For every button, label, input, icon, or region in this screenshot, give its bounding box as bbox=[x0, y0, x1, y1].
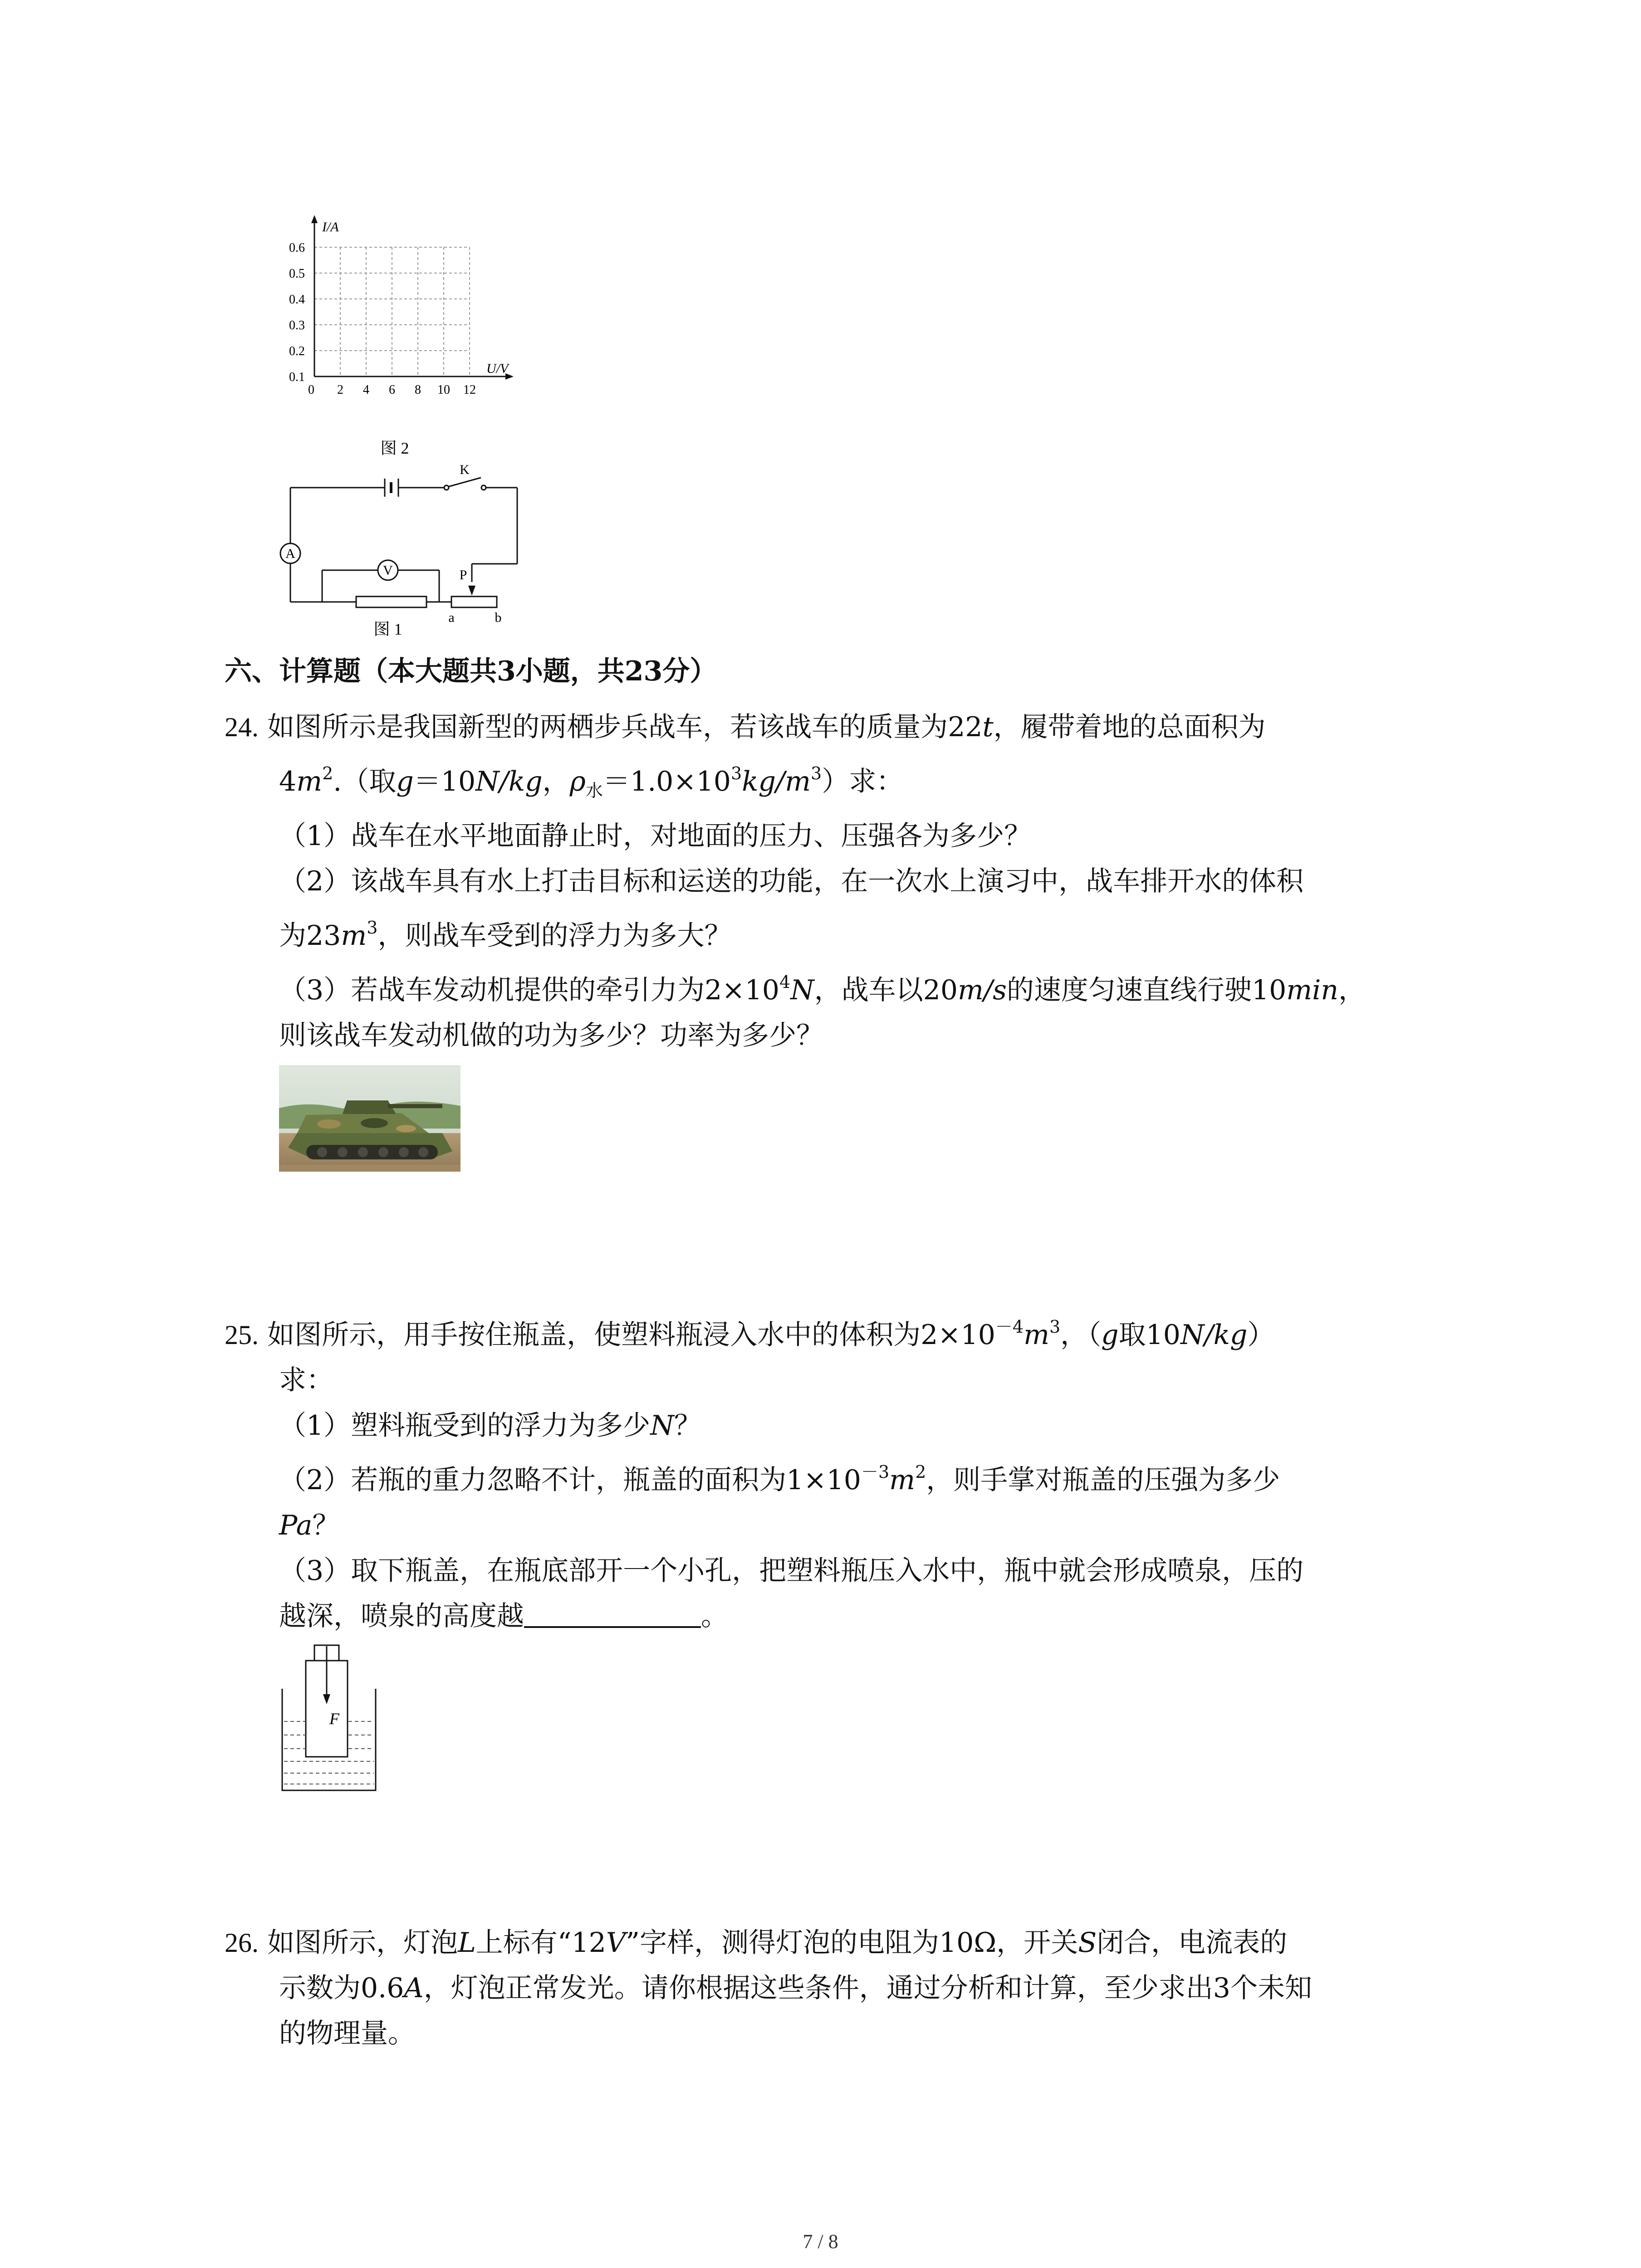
q26-line-1: 26. 如图所示，灯泡L上标有“12V”字样，测得灯泡的电阻为10Ω，开关S闭合，电流表的 bbox=[225, 1927, 1288, 1959]
q26-line-2: 示数为0.6A，灯泡正常发光。请你根据这些条件，通过分析和计算，至少求出3个未知 bbox=[279, 1972, 1312, 2004]
q25-line-2: 求： bbox=[279, 1364, 333, 1396]
y-tick-label: 0.5 bbox=[289, 267, 305, 281]
x-tick-label: 8 bbox=[415, 383, 421, 397]
amphibious-tank-photo bbox=[279, 1065, 460, 1172]
x-tick-label: 4 bbox=[363, 383, 369, 397]
question-number: 25. bbox=[225, 1320, 259, 1350]
q24-part-3-line-1: （3）若战车发动机提供的牵引力为$2\times 10^4N$，战车以20m/s的速度匀速直线行驶10min， bbox=[279, 972, 1366, 1006]
q25-part-2-line-2: Pa？ bbox=[279, 1510, 340, 1541]
q24-line-2: $4m^2$.（取g＝10N/kg，$\rho_水=1.0\times 10^3kg/m^3$）求： bbox=[279, 763, 904, 801]
question-number: 26. bbox=[225, 1928, 259, 1958]
figure-1-circuit bbox=[272, 460, 535, 642]
q25-part-3-line-1: （3）取下瓶盖，在瓶底部开一个小孔，把塑料瓶压入水中，瓶中就会形成喷泉，压的 bbox=[279, 1555, 1304, 1587]
q24-part-2-line-2: 为$23m^3$，则战车受到的浮力为多大？ bbox=[279, 918, 732, 952]
figure-1-caption: 图 1 bbox=[373, 620, 402, 638]
y-tick-label: 0.3 bbox=[289, 318, 305, 332]
x-tick-label: 10 bbox=[437, 383, 450, 397]
x-tick-label: 6 bbox=[389, 383, 395, 397]
slider-label: P bbox=[459, 567, 467, 582]
q24-line-1: 24. 如图所示是我国新型的两栖步兵战车，若该战车的质量为22t，履带着地的总面积为 bbox=[225, 711, 1266, 743]
q25-part-2-line-1: （2）若瓶的重力忽略不计，瓶盖的面积为$1\times 10^{-3}m^2$，则手掌对瓶盖的压强为多少 bbox=[279, 1462, 1280, 1496]
rheostat-end-a: a bbox=[448, 610, 455, 625]
q24-part-2-line-1: （2）该战车具有水上打击目标和运送的功能，在一次水上演习中，战车排开水的体积 bbox=[279, 865, 1304, 897]
q25-line-1: 25. 如图所示，用手按住瓶盖，使塑料瓶浸入水中的体积为$2\times 10^{-4}m^3$，（g取10N/kg） bbox=[225, 1317, 1275, 1351]
q25-part-1: （1）塑料瓶受到的浮力为多少N？ bbox=[279, 1410, 701, 1442]
force-label: F bbox=[329, 1710, 339, 1728]
figure-2-caption: 图 2 bbox=[380, 439, 409, 457]
q25-part-3-line-2: 越深，喷泉的高度越 。 bbox=[279, 1598, 728, 1634]
x-tick-label: 0 bbox=[308, 383, 314, 397]
page-number: 7 / 8 bbox=[803, 2230, 838, 2253]
y-axis-label: I/A bbox=[322, 220, 339, 235]
bottle-in-water-figure bbox=[277, 1644, 381, 1801]
ammeter-label: A bbox=[285, 546, 295, 561]
voltmeter-label: V bbox=[383, 563, 393, 578]
q24-part-1: （1）战车在水平地面静止时，对地面的压力、压强各为多少？ bbox=[279, 820, 1032, 852]
x-tick-label: 2 bbox=[337, 383, 343, 397]
switch-label: K bbox=[460, 462, 470, 477]
y-tick-label: 0.4 bbox=[289, 293, 305, 307]
x-tick-label: 12 bbox=[463, 383, 476, 397]
answer-blank[interactable] bbox=[524, 1599, 701, 1628]
rheostat-end-b: b bbox=[495, 610, 502, 625]
q26-line-3: 的物理量。 bbox=[279, 2018, 415, 2049]
y-tick-label: 0.6 bbox=[289, 241, 305, 255]
question-number: 24. bbox=[225, 712, 259, 742]
y-tick-label: 0.2 bbox=[289, 344, 305, 358]
x-axis-label: U/V bbox=[486, 361, 509, 376]
figure-2-iu-graph bbox=[272, 213, 526, 467]
q24-part-3-line-2: 则该战车发动机做的功为多少？功率为多少？ bbox=[279, 1020, 823, 1051]
y-tick-label: 0.1 bbox=[289, 370, 305, 384]
section-heading: 六、计算题（本大题共3小题，共23分） bbox=[225, 655, 717, 687]
